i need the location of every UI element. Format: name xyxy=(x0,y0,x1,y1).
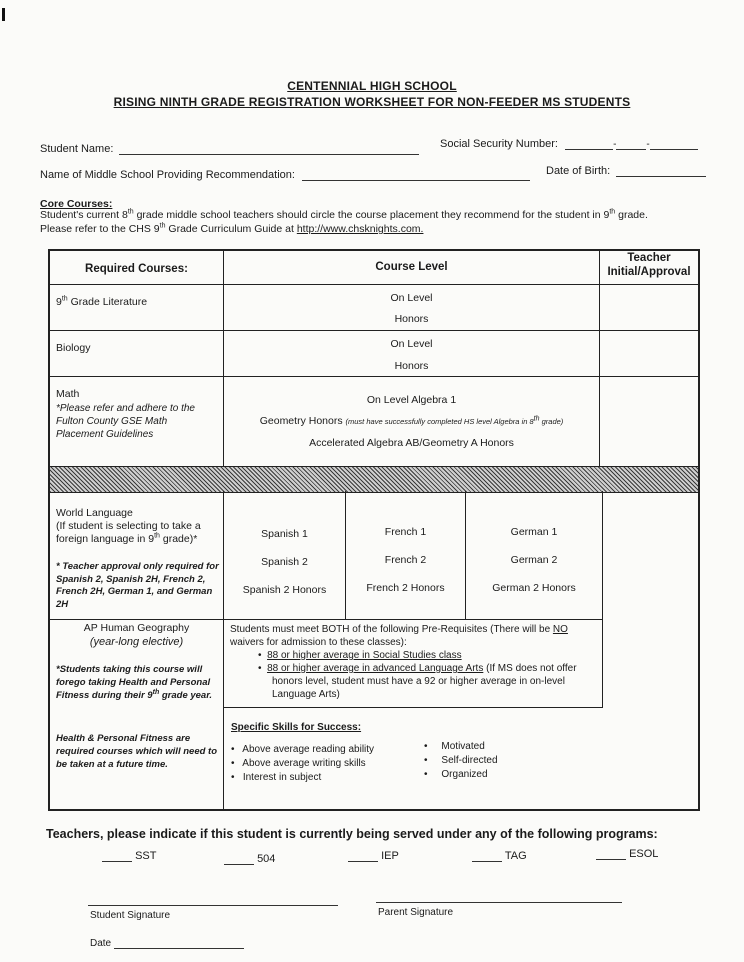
worksheet-title: RISING NINTH GRADE REGISTRATION WORKSHEET FOR NON-FEEDER MS STUDENTS xyxy=(113,95,631,109)
lit-on-level[interactable]: On Level xyxy=(390,292,433,304)
core-instructions-1: Student's current 8th grade middle school teachers should circle the course placement they recommend for the student in 9th grade. xyxy=(40,208,648,221)
scan-mark xyxy=(2,8,5,21)
student-name-line[interactable] xyxy=(119,144,419,155)
core-courses-heading: Core Courses: xyxy=(40,198,113,210)
lit-honors[interactable]: Honors xyxy=(394,313,429,325)
parent-signature-line[interactable] xyxy=(376,902,622,903)
course-math: Math xyxy=(56,388,80,400)
ap-note-health: *Students taking this course will forego taking Health and Personal Fitness during their 9th grade year. xyxy=(56,664,213,701)
program-sst[interactable]: SST xyxy=(102,850,156,862)
parent-signature-label: Parent Signature xyxy=(378,907,454,918)
french-2-honors[interactable]: French 2 Honors xyxy=(366,582,445,594)
middle-school-field[interactable] xyxy=(40,169,530,181)
bio-honors[interactable]: Honors xyxy=(394,360,429,372)
french-2[interactable]: French 2 xyxy=(384,554,427,566)
program-iep[interactable]: IEP xyxy=(348,850,399,862)
middle-school-label: Name of Middle School Providing Recommendation: xyxy=(40,169,295,181)
skill-item: • Above average reading ability xyxy=(231,744,375,755)
skill-item: • Interest in subject xyxy=(231,772,322,783)
spanish-2[interactable]: Spanish 2 xyxy=(261,556,308,568)
skill-item: • Above average writing skills xyxy=(231,758,366,769)
program-tag[interactable]: TAG xyxy=(472,850,527,862)
skills-heading: Specific Skills for Success: xyxy=(231,722,362,733)
course-literature: 9th Grade Literature xyxy=(56,295,148,308)
middle-school-line[interactable] xyxy=(302,170,530,181)
ssn-line-1[interactable] xyxy=(565,139,613,150)
course-table xyxy=(48,249,700,811)
ssn-field[interactable]: Social Security Number: - - xyxy=(440,138,698,150)
skills-left-list xyxy=(231,743,374,785)
student-name-label: Student Name: xyxy=(40,143,114,155)
ssn-line-2[interactable] xyxy=(616,139,646,150)
bio-on-level[interactable]: On Level xyxy=(390,338,433,350)
prereq-intro: Students must meet BOTH of the following Pre-Requisites (There will be NO waivers for admission to these classes): xyxy=(230,624,568,648)
german-2-honors[interactable]: German 2 Honors xyxy=(492,582,576,594)
sst-blank[interactable] xyxy=(102,851,132,862)
prereq-item-2: • 88 or higher average in advanced Language Arts (If MS does not offer honors level, student must have a 92 or higher average in on-level Language Arts) xyxy=(258,663,577,700)
header-teacher-approval: Teacher Initial/Approval xyxy=(607,252,691,278)
course-world-language: World Language (If student is selecting to take a foreign language in 9th grade)* xyxy=(56,507,201,545)
world-language-note: * Teacher approval only required for Spanish 2, Spanish 2H, French 2, French 2H, German 1, and German 2H xyxy=(56,561,219,610)
core-instructions-2: Please refer to the CHS 9th Grade Curriculum Guide at http://www.chsknights.com. xyxy=(40,222,424,235)
header-course-level: Course Level xyxy=(375,261,448,273)
skill-item: • Self-directed xyxy=(424,755,498,766)
date-label: Date xyxy=(90,938,112,949)
student-name-field[interactable] xyxy=(40,143,419,155)
student-signature-label: Student Signature xyxy=(90,910,171,921)
hatched-divider xyxy=(50,466,698,493)
dob-field[interactable] xyxy=(546,165,706,177)
math-option-accelerated[interactable]: Accelerated Algebra AB/Geometry A Honors xyxy=(309,437,514,449)
french-1[interactable]: French 1 xyxy=(384,526,427,538)
prereq-item-1: • 88 or higher average in Social Studies class xyxy=(258,650,462,661)
math-note: *Please refer and adhere to the Fulton County GSE Math Placement Guidelines xyxy=(56,403,195,440)
tag-blank[interactable] xyxy=(472,851,502,862)
504-blank[interactable] xyxy=(224,854,254,865)
dob-label: Date of Birth: xyxy=(546,165,611,177)
course-ap-human-geography: AP Human Geography xyxy=(83,622,190,634)
date-field[interactable] xyxy=(90,938,244,949)
spanish-2-honors[interactable]: Spanish 2 Honors xyxy=(242,584,327,596)
iep-blank[interactable] xyxy=(348,851,378,862)
header-required-courses: Required Courses: xyxy=(85,263,188,275)
program-esol[interactable]: ESOL xyxy=(596,848,658,860)
ssn-label: Social Security Number: xyxy=(440,138,558,150)
ap-note-future: Health & Personal Fitness are required courses which will need to be taken at a future time. xyxy=(56,733,218,770)
programs-heading: Teachers, please indicate if this student is currently being served under any of the following programs: xyxy=(46,827,658,841)
student-signature-line[interactable] xyxy=(88,905,338,906)
skills-right-list xyxy=(424,740,498,782)
dob-line[interactable] xyxy=(616,166,706,177)
curriculum-link[interactable]: http://www.chsknights.com. xyxy=(296,223,424,235)
ssn-line-3[interactable] xyxy=(650,139,698,150)
ap-year-long: (year-long elective) xyxy=(89,636,184,648)
program-504[interactable]: 504 xyxy=(224,853,275,865)
skill-item: • Motivated xyxy=(424,741,485,752)
date-line[interactable] xyxy=(114,938,244,949)
german-2[interactable]: German 2 xyxy=(510,554,558,566)
esol-blank[interactable] xyxy=(596,849,626,860)
course-biology: Biology xyxy=(56,342,91,354)
math-option-algebra[interactable]: On Level Algebra 1 xyxy=(366,394,457,406)
spanish-1[interactable]: Spanish 1 xyxy=(261,528,308,540)
german-1[interactable]: German 1 xyxy=(510,526,558,538)
skill-item: • Organized xyxy=(424,769,488,780)
math-option-geometry[interactable]: Geometry Honors (must have successfully completed HS level Algebra in 8th grade) xyxy=(259,415,564,427)
school-title: CENTENNIAL HIGH SCHOOL xyxy=(287,79,457,93)
